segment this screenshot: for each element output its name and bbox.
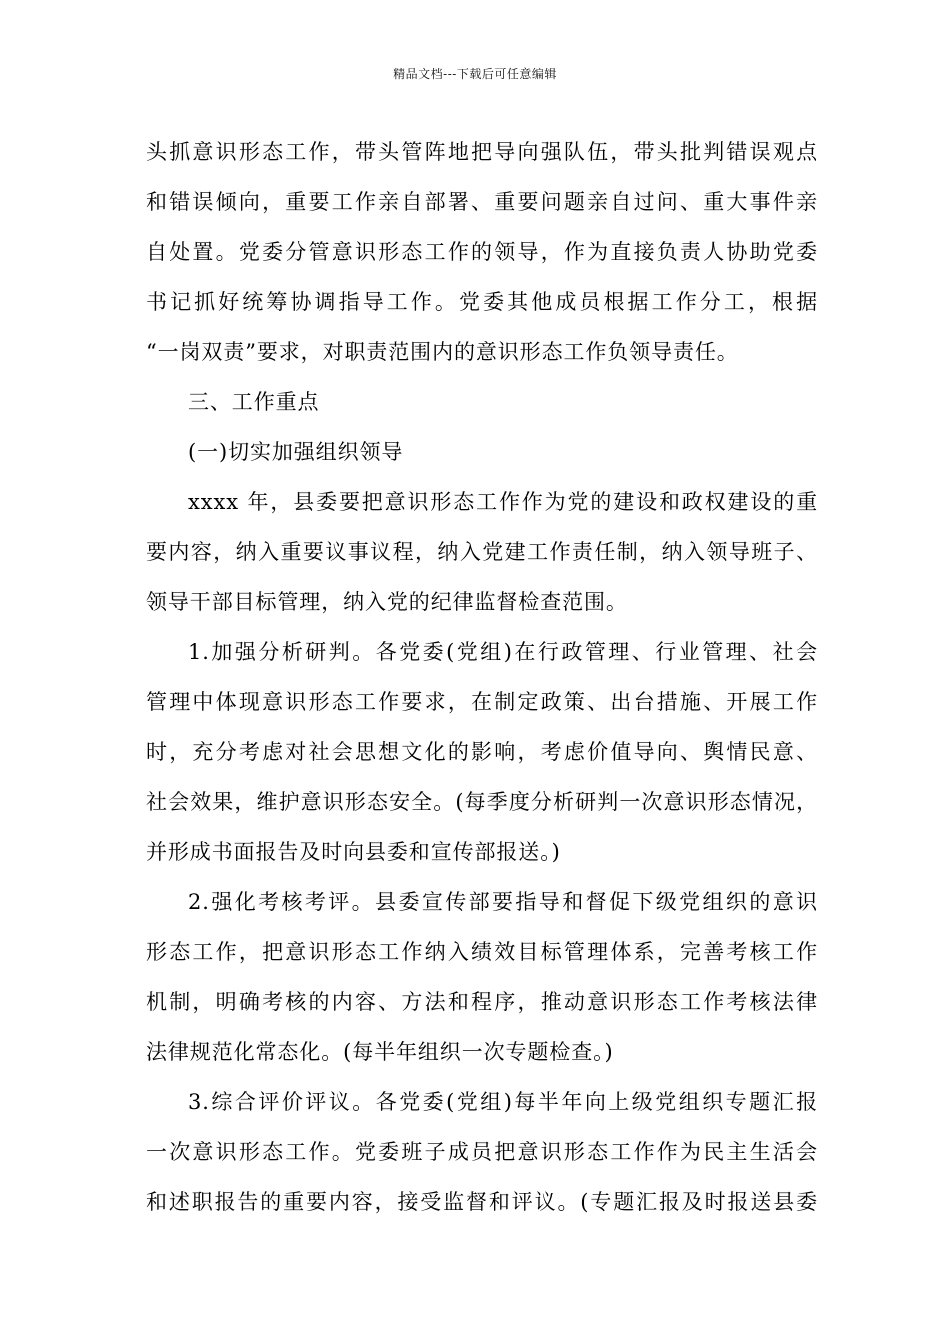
section-heading: 三、工作重点 [188,390,320,414]
text-line: 和错误倾向，重要工作亲自部署、重要问题亲自过问、重大事件亲 [146,190,818,214]
text-line: 自处置。党委分管意识形态工作的领导，作为直接负责人协助党委 [146,240,818,264]
text-line: 领导干部目标管理，纳入党的纪律监督检查范围。 [146,590,628,614]
text-line: 要内容，纳入重要议事议程，纳入党建工作责任制，纳入领导班子、 [146,540,818,564]
text-line: 形态工作，把意识形态工作纳入绩效目标管理体系，完善考核工作 [146,940,818,964]
text-line: 书记抓好统筹协调指导工作。党委其他成员根据工作分工，根据 [146,290,818,314]
text-line: 法律规范化常态化。(每半年组织一次专题检查。) [146,1040,614,1064]
text-line: “一岗双责”要求，对职责范围内的意识形态工作负领导责任。 [146,340,739,364]
text-line: 和述职报告的重要内容，接受监督和评议。(专题汇报及时报送县委 [146,1190,818,1214]
text-line: 时，充分考虑对社会思想文化的影响，考虑价值导向、舆情民意、 [146,740,818,764]
subsection-heading: (一)切实加强组织领导 [188,440,404,464]
document-body [146,127,818,1227]
text-line: xxxx 年，县委要把意识形态工作作为党的建设和政权建设的重 [188,490,818,514]
text-line: 社会效果，维护意识形态安全。(每季度分析研判一次意识形态情况， [146,790,818,814]
page-header: 精品文档---下载后可任意编辑 [393,67,557,81]
text-line: 3.综合评价评议。各党委(党组)每半年向上级党组织专题汇报 [188,1090,818,1114]
text-line: 并形成书面报告及时向县委和宣传部报送。) [146,840,561,864]
text-line: 一次意识形态工作。党委班子成员把意识形态工作作为民主生活会 [146,1140,818,1164]
text-line: 1.加强分析研判。各党委(党组)在行政管理、行业管理、社会 [188,640,818,664]
text-line: 管理中体现意识形态工作要求，在制定政策、出台措施、开展工作 [146,690,818,714]
text-line: 2.强化考核考评。县委宣传部要指导和督促下级党组织的意识 [188,890,818,914]
text-line: 机制，明确考核的内容、方法和程序，推动意识形态工作考核法律 [146,990,818,1014]
text-line: 头抓意识形态工作，带头管阵地把导向强队伍，带头批判错误观点 [146,140,818,164]
